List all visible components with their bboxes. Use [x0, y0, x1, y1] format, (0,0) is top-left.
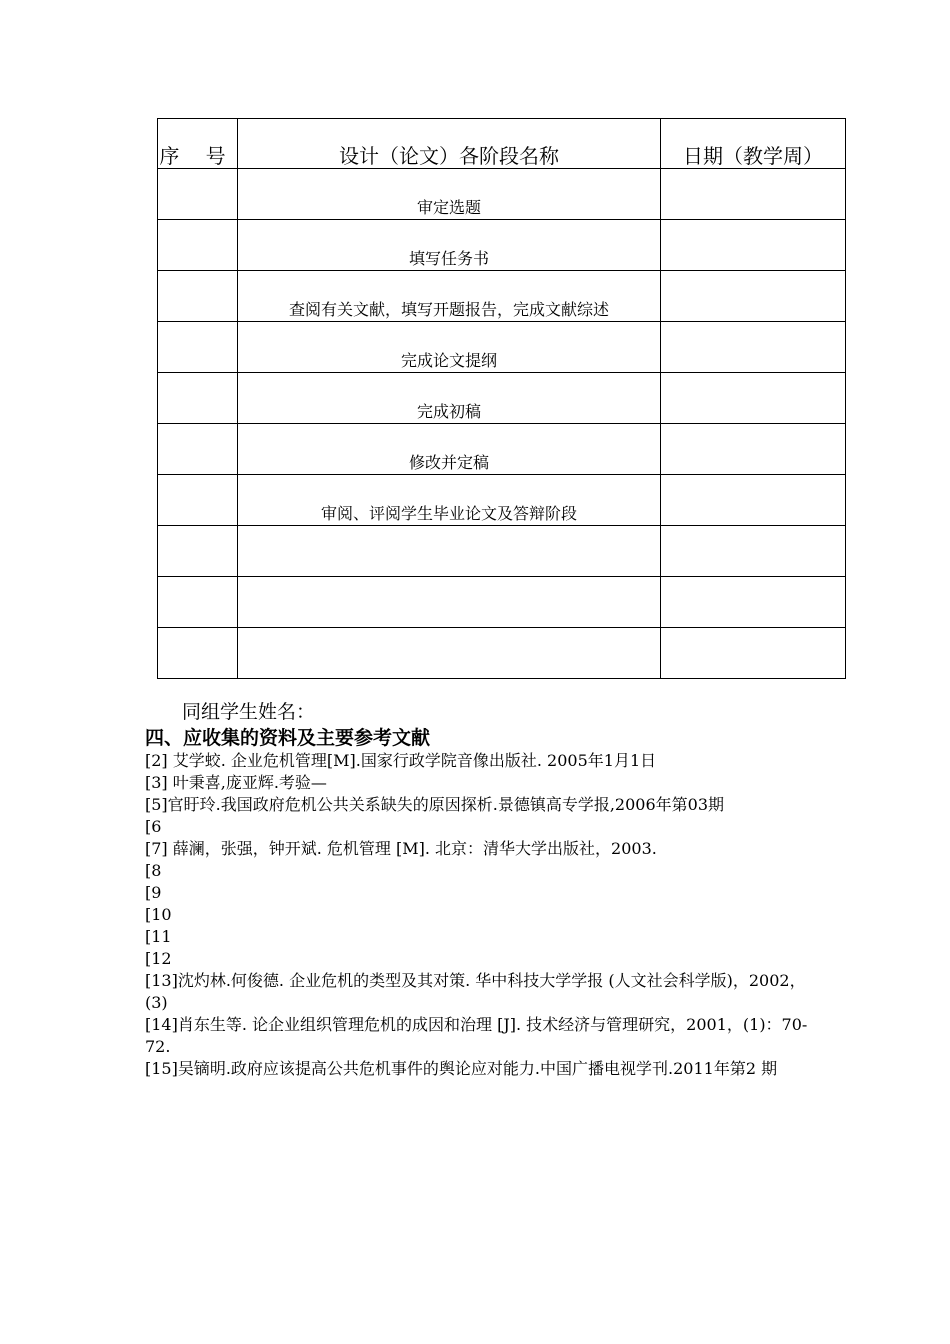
header-seq: 序 号 [158, 119, 238, 169]
seq-cell [158, 220, 238, 271]
stage-cell: 查阅有关文献，填写开题报告，完成文献综述 [238, 271, 661, 322]
seq-cell [158, 577, 238, 628]
table-row [158, 271, 846, 322]
date-cell [661, 373, 846, 424]
stage-cell: 审阅、评阅学生毕业论文及答辩阶段 [238, 475, 661, 526]
reference-item: [9 [145, 883, 162, 902]
table-row [158, 169, 846, 220]
stage-cell [238, 577, 661, 628]
groupmates-label: 同组学生姓名： [182, 701, 316, 723]
reference-item: [2] 艾学蛟. 企业危机管理[M].国家行政学院音像出版社. 2005年1月1日 [145, 751, 657, 770]
reference-item: [7] 薛澜，张强，钟开斌. 危机管理 [M]. 北京：清华大学出版社，2003. [145, 839, 657, 858]
date-cell [661, 577, 846, 628]
seq-cell [158, 526, 238, 577]
table-row [158, 475, 846, 526]
table-row [158, 220, 846, 271]
table-row [158, 577, 846, 628]
reference-item: [12 [145, 949, 172, 968]
stage-cell: 填写任务书 [238, 220, 661, 271]
date-cell [661, 322, 846, 373]
stage-cell [238, 628, 661, 679]
seq-cell [158, 373, 238, 424]
header-stage-name: 设计（论文）各阶段名称 [238, 119, 661, 169]
stage-cell: 审定选题 [238, 169, 661, 220]
date-cell [661, 271, 846, 322]
table-row [158, 424, 846, 475]
seq-cell [158, 169, 238, 220]
reference-item: [11 [145, 927, 172, 946]
reference-item: [6 [145, 817, 162, 836]
date-cell [661, 526, 846, 577]
table-row [158, 526, 846, 577]
stage-cell [238, 526, 661, 577]
reference-item: [10 [145, 905, 172, 924]
table-header-row [158, 119, 846, 169]
table-row [158, 373, 846, 424]
reference-item: [3] 叶秉喜,庞亚辉.考验— [145, 773, 327, 792]
date-cell [661, 220, 846, 271]
date-cell [661, 424, 846, 475]
reference-item: [13]沈灼林.何俊德. 企业危机的类型及其对策. 华中科技大学学报 (人文社会科学版)，2002，(3) [145, 971, 806, 1012]
date-cell [661, 169, 846, 220]
seq-cell [158, 424, 238, 475]
stage-cell: 修改并定稿 [238, 424, 661, 475]
header-date: 日期（教学周） [661, 119, 846, 169]
reference-item: [5]官盱玲.我国政府危机公共关系缺失的原因探析.景德镇高专学报,2006年第03期 [145, 795, 725, 814]
reference-item: [15]吴镝明.政府应该提高公共危机事件的舆论应对能力.中国广播电视学刊.2011年第2 期 [145, 1059, 778, 1078]
section-title: 四、应收集的资料及主要参考文献 [145, 727, 431, 749]
seq-cell [158, 628, 238, 679]
stage-cell: 完成论文提纲 [238, 322, 661, 373]
reference-item: [8 [145, 861, 162, 880]
table-row [158, 322, 846, 373]
reference-list [145, 750, 810, 1080]
date-cell [661, 628, 846, 679]
seq-cell [158, 475, 238, 526]
seq-cell [158, 322, 238, 373]
seq-cell [158, 271, 238, 322]
reference-item: [14]肖东生等. 论企业组织管理危机的成因和治理 [J]. 技术经济与管理研究，2001，(1)：70-72. [145, 1015, 808, 1056]
table-row [158, 628, 846, 679]
stage-cell: 完成初稿 [238, 373, 661, 424]
date-cell [661, 475, 846, 526]
schedule-table [157, 118, 846, 679]
